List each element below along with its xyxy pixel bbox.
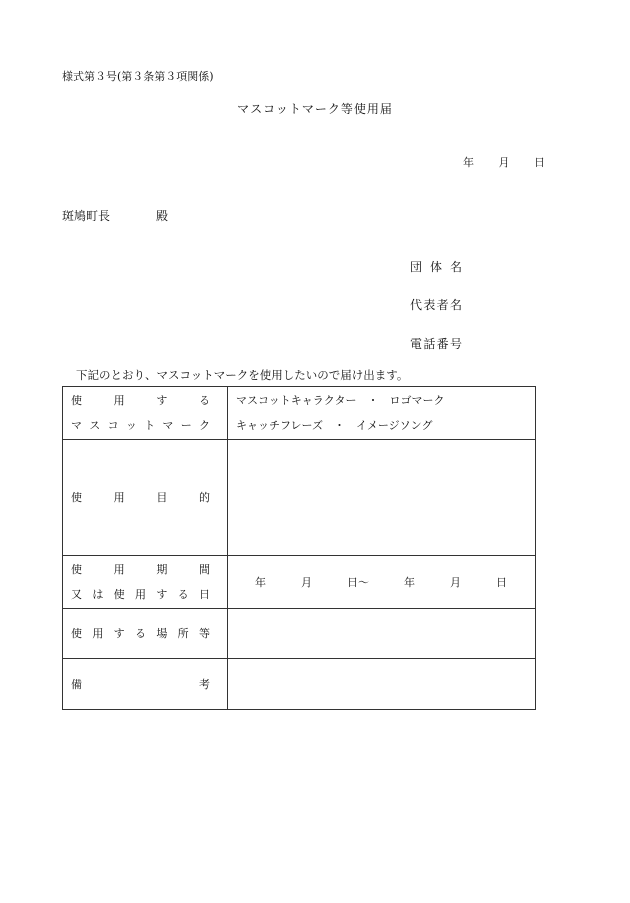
date-month-label: 月 (498, 156, 510, 169)
mark-options-line2: キャッチフレーズ ・ イメージソング (236, 419, 433, 432)
remarks-input-cell[interactable] (228, 659, 536, 710)
representative-label: 代 表 者 名 (410, 298, 462, 312)
purpose-label: 使 用 目 的 (63, 440, 228, 556)
intro-text: 下記のとおり、マスコットマークを使用したいので届け出ます。 (76, 368, 409, 382)
place-label: 使 用 す る 場 所 等 (63, 609, 228, 659)
honorific: 殿 (156, 209, 169, 223)
usage-form-table (62, 386, 536, 710)
date-day-label: 日 (534, 156, 545, 169)
submission-date (463, 154, 545, 170)
addressee: 斑鳩町長 (62, 209, 111, 223)
date-year-label: 年 (463, 156, 474, 169)
period-start-year: 年 (255, 576, 266, 589)
mark-label: 使 用 す る マ ス コ ッ ト マ ー ク (63, 387, 228, 440)
phone-label: 電 話 番 号 (410, 337, 462, 351)
table-row-remarks (63, 659, 536, 710)
period-end-year: 年 (404, 576, 415, 589)
table-row-place (63, 609, 536, 659)
period-end-day: 日 (496, 576, 507, 589)
mark-options-cell[interactable] (228, 387, 536, 440)
place-input-cell[interactable] (228, 609, 536, 659)
table-row-period (63, 556, 536, 609)
period-end-month: 月 (450, 576, 461, 589)
remarks-label: 備 考 (63, 659, 228, 710)
form-number: 様式第３号(第３条第３項関係) (62, 70, 214, 83)
table-row-mark (63, 387, 536, 440)
table-row-purpose (63, 440, 536, 556)
period-input-cell[interactable] (228, 556, 536, 609)
period-label: 使 用 期 間 又 は 使 用 す る 日 (63, 556, 228, 609)
form-title: マスコットマーク等使用届 (237, 102, 393, 116)
purpose-input-cell[interactable] (228, 440, 536, 556)
group-name-label: 団 体 名 (410, 260, 462, 274)
period-start-month: 月 (301, 576, 312, 589)
period-start-day: 日～ (347, 576, 369, 589)
mark-options-line1: マスコットキャラクター ・ ロゴマーク (236, 394, 445, 407)
